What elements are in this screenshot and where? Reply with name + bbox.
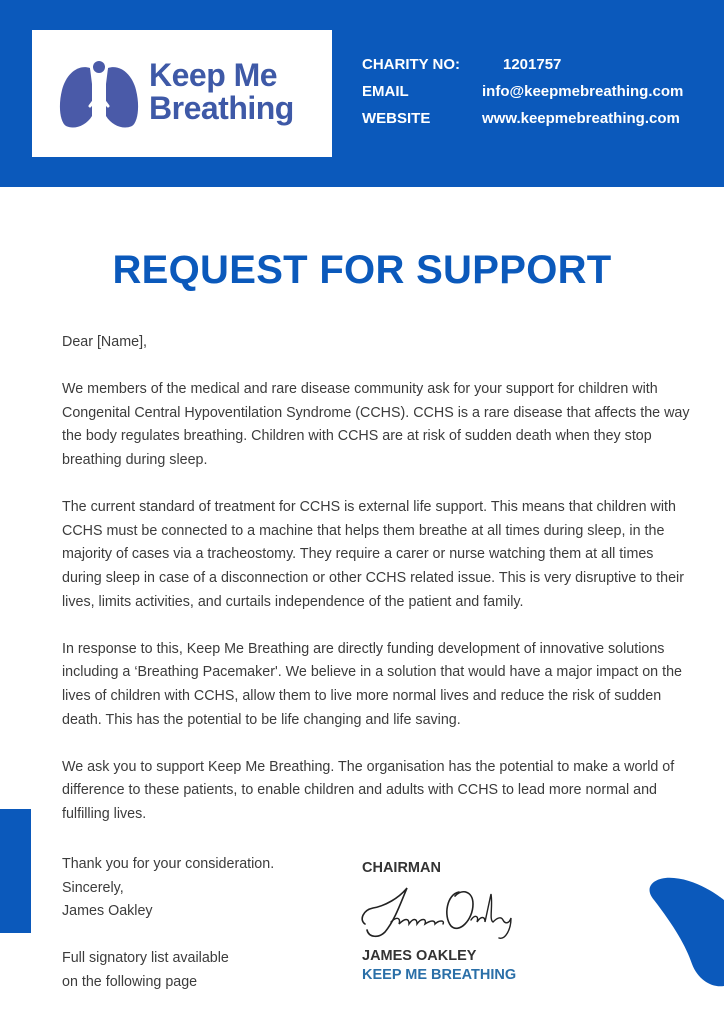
website-label: WEBSITE [362,110,431,127]
website-value[interactable]: www.keepmebreathing.com [482,110,680,127]
closing-name: James Oakley [62,903,153,920]
signatory-note [62,947,229,994]
header-banner [0,0,724,187]
paragraph-1: We members of the medical and rare disease community ask for your support for children with Congenital Central Hypoventilation Syndrome (CCHS). CCHS is a rare disease that affects the way the body regulates breathing. Children with CCHS are at risk of sudden death when they stop breathing during sleep. [62,381,690,468]
decorative-bar [0,809,31,933]
signature-image [355,880,520,942]
logo-line-2: Breathing [149,90,294,126]
note-line-1: Full signatory list available [62,950,229,966]
closing-block [62,853,274,924]
email-label: EMAIL [362,83,409,100]
charity-number-value: 1201757 [503,56,562,73]
chairman-organisation: KEEP ME BREATHING [362,967,517,983]
letter-body [62,331,692,850]
paragraph-3: In response to this, Keep Me Breathing are directly funding development of innovative solutions including a ‘Breathing Pacemaker'. We believe in a solution that would have a major impact on the lives of children with CCHS, allow them to live more normal lives and reduce the risk of sudden death. This has the potential to be life changing and life saving. [62,640,682,728]
logo-line-1: Keep Me [149,57,278,93]
salutation: Dear [Name], [62,334,148,350]
chairman-label: CHAIRMAN [362,860,441,876]
logo-wordmark [149,59,294,125]
lungs-icon [56,54,142,134]
paragraph-2: The current standard of treatment for CCHS is external life support. This means that children with CCHS must be connected to a machine that helps them breathe at all times during sleep, in the majority of cases via a tracheostomy. They require a carer or nurse watching them at all times during sleep in case of a disconnection or other CCHS related issue. This is very disruptive to their lives, limits activities, and curtails independence of the patient and family. [62,499,684,610]
closing-sign-off: Sincerely, [62,879,124,896]
email-value[interactable]: info@keepmebreathing.com [482,83,684,100]
decorative-blob [640,870,724,990]
logo [32,30,332,157]
chairman-name: JAMES OAKLEY [362,948,477,964]
paragraph-4: We ask you to support Keep Me Breathing. The organisation has the potential to make a world of difference to these patients, to enable children and adults with CCHS to lead more normal and fulfilling lives. [62,758,675,822]
note-line-2: on the following page [62,973,198,990]
page-title: REQUEST FOR SUPPORT [112,248,612,292]
charity-number-label: CHARITY NO: [362,56,461,73]
closing-thanks: Thank you for your consideration. [62,856,275,872]
